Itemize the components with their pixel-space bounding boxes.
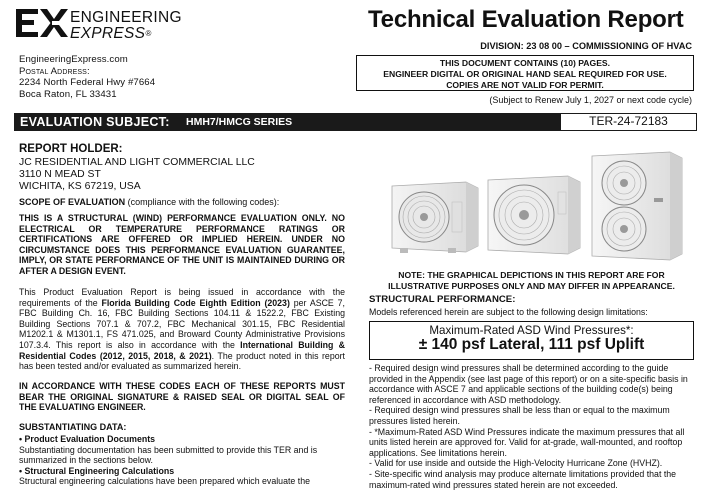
postal-label: Postal Address: xyxy=(19,65,90,77)
limitation-note: - Required design wind pressures shall be less than or equal to the maximum pressures listed herein. xyxy=(369,405,670,426)
renewal-note: (Subject to Renew July 1, 2027 or next code cycle) xyxy=(489,95,692,105)
condenser-unit-small-image xyxy=(386,180,480,256)
accordance-statement: IN ACCORDANCE WITH THESE CODES EACH OF THESE REPORTS MUST BEAR THE ORIGINAL SIGNATURE & RAISED SEAL OR DIGITAL SEAL OF THE EVALUATING ENGINEER. xyxy=(19,381,345,413)
limitation-note: - *Maximum-Rated ASD Wind Pressures indicate the maximum pressures that all units listed herein are approved for. Valid for at-grade, wall-mounted, and rooftop applications. See limitations herein. xyxy=(369,426,685,458)
subst-item-title: • Structural Engineering Calculations xyxy=(19,465,175,476)
eval-text-1: This Product Evaluation Report is being issued in accordance with the requirements of the xyxy=(19,287,345,308)
scope-heading-bold: SCOPE OF EVALUATION xyxy=(19,197,126,207)
notice-line: THIS DOCUMENT CONTAINS (10) PAGES. xyxy=(439,58,611,68)
report-holder-details xyxy=(19,157,345,193)
subst-item-body: Substantiating documentation has been submitted to provide this TER and is summarized in the sections below. xyxy=(19,444,318,466)
division-line: DIVISION: 23 08 00 – COMMISSIONING OF HVAC xyxy=(480,41,692,51)
brand-name xyxy=(70,10,182,42)
limitation-note: - Valid for use inside and outside the High-Velocity Hurricane Zone (HVHZ). xyxy=(369,458,663,469)
design-limitation-notes xyxy=(369,363,694,490)
condenser-unit-medium-image xyxy=(482,172,582,258)
graphics-note: NOTE: THE GRAPHICAL DEPICTIONS IN THIS REPORT ARE FOR ILLUSTRATIVE PURPOSES ONLY AND MAY DIFFER IN APPEARANCE. xyxy=(388,270,675,291)
substantiating-body xyxy=(19,434,345,487)
scope-heading-rest: (compliance with the following codes): xyxy=(125,197,280,207)
eval-text-2: per ASCE 7, FBC Building Ch. 16, FBC Building Sections 104.11 & 1522.2, FBC Existing Building Sections 707.1 & 707.2, FBC Mechanical 301.15, FBC Residential M1202.1 & M1301.1, FS 471.025, and Broward County Administrative Provisions 107.3.4. This report is also in accordance with the xyxy=(19,297,345,350)
brand-line2: EXPRESS xyxy=(70,25,146,42)
report-holder-heading: REPORT HOLDER: xyxy=(19,143,123,155)
notice-box xyxy=(356,55,694,91)
condenser-unit-large-image xyxy=(586,150,684,262)
brand-line1: ENGINEERING xyxy=(70,9,182,26)
ter-number: TER-24-72183 xyxy=(560,113,697,131)
substantiating-heading: SUBSTANTIATING DATA: xyxy=(19,422,127,432)
eval-code-fbc: Florida Building Code Eighth Edition (2023) xyxy=(101,297,290,308)
structural-heading: STRUCTURAL PERFORMANCE: xyxy=(369,294,516,305)
registered-mark: ® xyxy=(145,29,152,38)
website-link[interactable]: EngineeringExpress.com xyxy=(19,54,128,65)
wind-pressure-box xyxy=(369,321,694,360)
notice-line: ENGINEER DIGITAL OR ORIGINAL HAND SEAL REQUIRED FOR USE. xyxy=(383,69,667,79)
structural-intro: Models referenced herein are subject to the following design limitations: xyxy=(369,307,648,317)
holder-city: WICHITA, KS 67219, USA xyxy=(19,181,141,192)
street-address: 2234 North Federal Hwy #7664 xyxy=(19,77,156,89)
wind-pressure-title: Maximum-Rated ASD Wind Pressures*: xyxy=(429,324,634,337)
subst-item-body: Structural engineering calculations have been prepared which evaluate the xyxy=(19,476,310,487)
limitation-note: - Required design wind pressures shall be determined according to the guide provided in the Appendix (see last page of this report) or on a site-specific basis in accordance with ASCE 7 and applicable sections of the building code(s) being referenced in accordance with ASD methodology. xyxy=(369,363,688,405)
subject-label: EVALUATION SUBJECT: xyxy=(20,115,170,129)
engineering-express-logo-icon xyxy=(14,6,68,40)
eval-code-ibc: International Building & Residential Codes (2012, 2015, 2018, & 2021) xyxy=(19,339,345,361)
city-address: Boca Raton, FL 33431 xyxy=(19,88,117,100)
notice-line: COPIES ARE NOT VALID FOR PERMIT. xyxy=(446,80,604,90)
contact-block xyxy=(19,54,155,100)
wind-pressure-value: ± 140 psf Lateral, 111 psf Uplift xyxy=(418,336,645,353)
scope-heading xyxy=(19,197,345,208)
evaluation-paragraph xyxy=(19,287,345,372)
eval-text-3: . The product noted in this report has been tested and/or evaluated as summarized herein. xyxy=(19,350,345,372)
holder-company: JC RESIDENTIAL AND LIGHT COMMERCIAL LLC xyxy=(19,157,255,168)
scope-body: THIS IS A STRUCTURAL (WIND) PERFORMANCE EVALUATION ONLY. NO ELECTRICAL OR TEMPERATURE PERFORMANCE RATINGS OR CERTIFICATIONS ARE OFFERED OR IMPLIED HEREIN. UNDER NO CIRCUMSTANCE DOES THIS PERFORMANCE EVALUATION GUARANTEE, IMPLY, OR STATE PERFORMANCE OF THE UNIT IS MAINTAINED DURING OR AFTER A DESIGN EVENT. xyxy=(19,213,345,276)
page-title: Technical Evaluation Report xyxy=(368,6,684,33)
subject-series: HMH7/HMCG SERIES xyxy=(186,116,293,128)
holder-street: 3110 N MEAD ST xyxy=(19,169,101,180)
subst-item-title: • Product Evaluation Documents xyxy=(19,434,156,444)
limitation-note: - Site-specific wind analysis may produce alternate limitations provided that the maximum-rated wind pressures stated herein are not exceeded. xyxy=(369,468,677,490)
